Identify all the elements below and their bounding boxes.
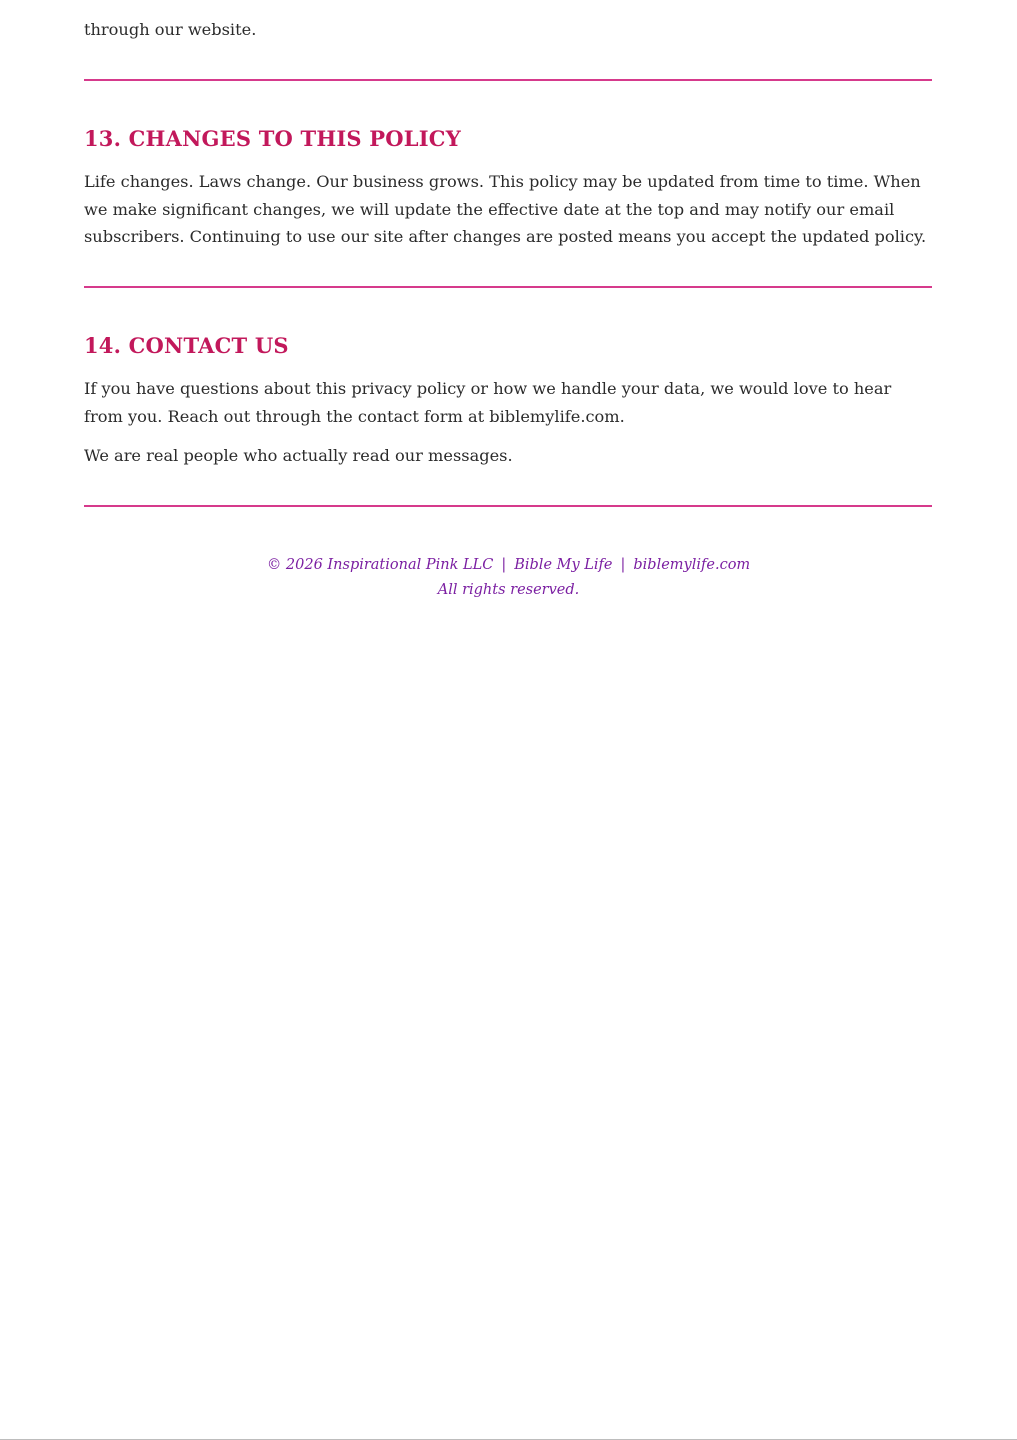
section-divider <box>84 286 932 288</box>
footer-site-name: Bible My Life <box>514 557 613 573</box>
section-13-heading: 13. CHANGES TO THIS POLICY <box>84 126 461 151</box>
page-footer <box>0 553 1017 603</box>
section-14-heading: 14. CONTACT US <box>84 333 289 358</box>
footer-separator: | <box>501 557 507 573</box>
section-divider <box>84 505 932 507</box>
section-13-body <box>84 168 932 251</box>
lead-paragraph: through our website. <box>84 20 257 39</box>
section-13-paragraph: Life changes. Laws change. Our business grows. This policy may be updated from time to time. When we make significant changes, we will update the effective date at the top and may notify our email subscribers. Continuing to use our site after changes are posted means you accept the updated policy. <box>84 172 927 246</box>
footer-line-1 <box>0 553 1017 578</box>
footer-separator: | <box>620 557 626 573</box>
section-14-paragraph-2: We are real people who actually read our messages. <box>84 446 513 465</box>
section-divider <box>84 79 932 81</box>
footer-copyright: © 2026 Inspirational Pink LLC <box>266 557 494 573</box>
footer-site-url[interactable]: biblemylife.com <box>633 557 751 573</box>
section-14-paragraph-1: If you have questions about this privacy policy or how we handle your data, we would love to hear from you. Reach out through the contact form at biblemylife.com. <box>84 379 892 426</box>
section-14-body <box>84 375 932 470</box>
footer-rights: All rights reserved. <box>437 582 580 598</box>
